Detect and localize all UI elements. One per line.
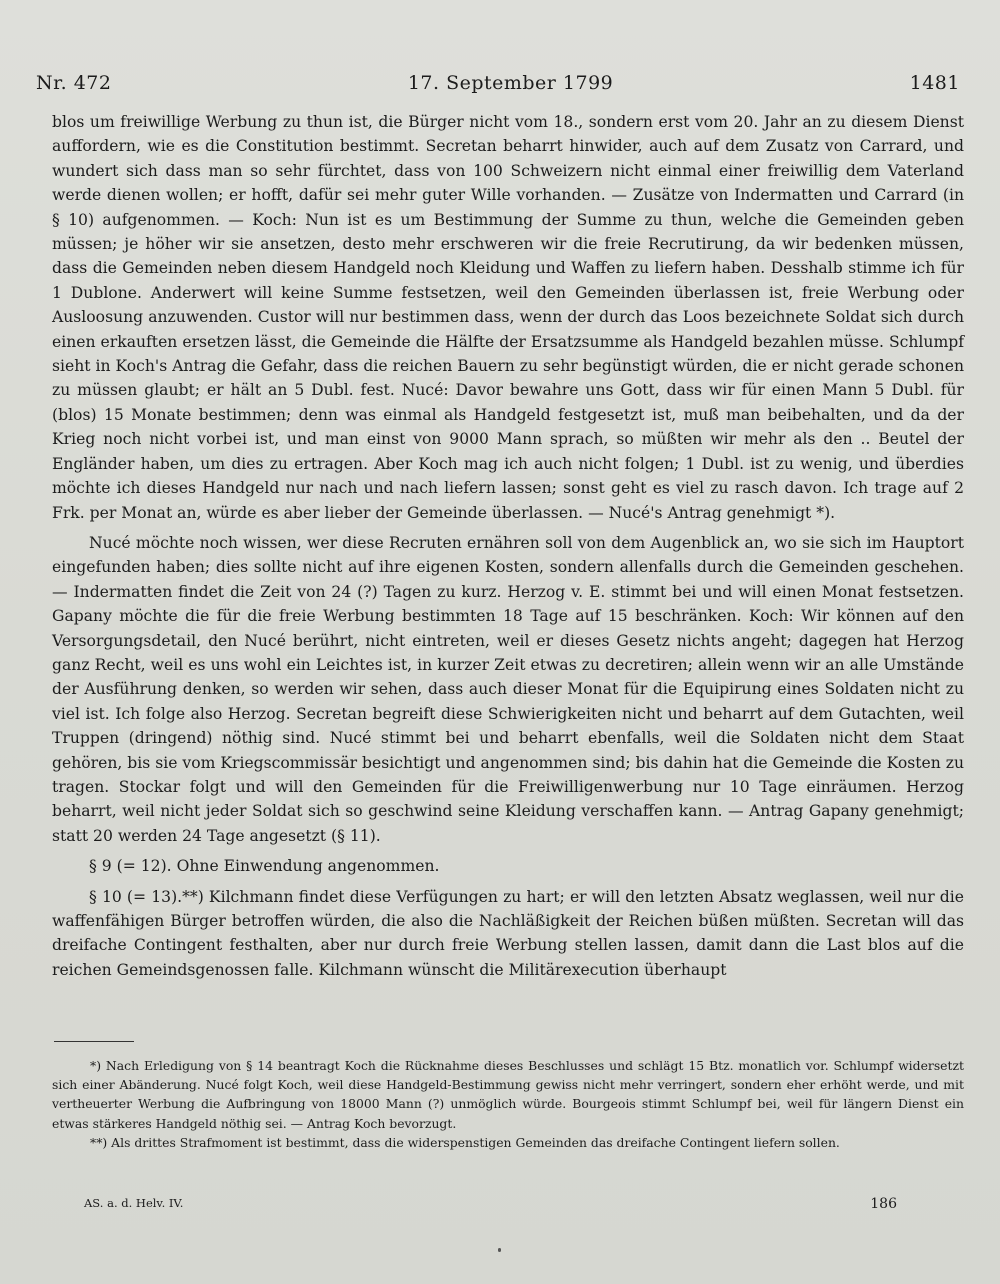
footnotes [52, 1056, 964, 1152]
paragraph: § 9 (= 12). Ohne Einwendung angenommen. [89, 857, 440, 876]
page-number-top: 1481 [909, 72, 960, 94]
footnote: *) Nach Erledigung von § 14 beantragt Koch die Rücknahme dieses Beschlusses und schlägt 15 Btz. monatlich vor. Schlumpf widersetzt sich einer Abänderung. Nucé folgt Koch, weil diese Handgeld-Bestimmung gewiss nicht mehr verringert, sondern eher erhöht werde, und mit vertheuerter Werbung die Aufbringung von 18000 Mann (?) unmöglich würde. Bourgeois stimmt Schlumpf bei, weil für längern Dienst ein etwas stärkeres Handgeld nöthig sei. — Antrag Koch bevorzugt. [52, 1058, 964, 1131]
footnote-divider [54, 1041, 134, 1042]
signature-mark: AS. a. d. Helv. IV. [84, 1196, 184, 1210]
paragraph: § 10 (= 13).**) Kilchmann findet diese Verfügungen zu hart; er will den letzten Absatz weglassen, weil nur die waffenfähigen Bürger betroffen würden, die also die Nachläßigkeit der Reichen büßen müßten. Secretan will das dreifache Contingent festhalten, aber nur durch freie Werbung stellen lassen, damit dann die Last blos auf die reichen Gemeindsgenossen falle. Kilchmann wünscht die Militärexecution überhaupt [52, 887, 964, 979]
document-date: 17. September 1799 [407, 72, 614, 94]
page-header [36, 70, 960, 96]
document-number: Nr. 472 [36, 72, 112, 94]
paragraph: blos um freiwillige Werbung zu thun ist, die Bürger nicht vom 18., sondern erst vom 20. Jahr an zu diesem Dienst auffordern, wie es die Constitution bestimmt. Secretan beharrt hinwider, auch auf dem Zusatz von Carrard, und wundert sich dass man so sehr fürchtet, dass von 100 Schweizern nicht einmal einer freiwillig dem Vaterland werde dienen wollen; er hofft, dafür sei mehr guter Wille vorhanden. — Zusätze von Indermatten und Carrard (in § 10) aufgenommen. — Koch: Nun ist es um Bestimmung der Summe zu thun, welche die Gemeinden geben müssen; je höher wir sie ansetzen, desto mehr erschweren wir die freie Recrutirung, da wir bedenken müssen, dass die Gemeinden neben diesem Handgeld noch Kleidung und Waffen zu liefern haben. Desshalb stimme ich für 1 Dublone. Anderwert will keine Summe festsetzen, weil den Gemeinden überlassen ist, freie Werbung oder Ausloosung anzuwenden. Custor will nur bestimmen dass, wenn der durch das Loos bezeichnete Soldat sich durch einen erkauften ersetzen lässt, die Gemeinde die Hälfte der Ersatzsumme als Handgeld bezahlen müsse. Schlumpf sieht in Koch's Antrag die Gefahr, dass die reichen Bauern zu sehr begünstigt würden, die er nicht gerade schonen zu müssen glaubt; er hält an 5 Dubl. fest. Nucé: Davor bewahre uns Gott, dass wir für einen Mann 5 Dubl. für (blos) 15 Monate bestimmen; denn was einmal als Handgeld festgesetzt ist, muß man beibehalten, und da der Krieg noch nicht vorbei ist, und man einst von 9000 Mann sprach, so müßten wir mehr als den .. Beutel der Engländer haben, um dies zu ertragen. Aber Koch mag ich auch nicht folgen; 1 Dubl. ist zu wenig, und überdies möchte ich dieses Handgeld nur nach und nach liefern lassen; sonst geht es viel zu rasch davon. Ich trage auf 2 Frk. per Monat an, würde es aber lieber der Gemeinde überlassen. — Nucé's Antrag genehmigt *). [52, 113, 964, 522]
sheet-number: 186 [870, 1196, 897, 1212]
paragraph: Nucé möchte noch wissen, wer diese Recruten ernähren soll von dem Augenblick an, wo sie sich im Hauptort eingefunden haben; dies sollte nicht auf ihre eigenen Kosten, sondern allenfalls durch die Gemeinden geschehen. — Indermatten findet die Zeit von 24 (?) Tagen zu kurz. Herzog v. E. stimmt bei und will einen Monat festsetzen. Gapany möchte die für die freie Werbung bestimmten 18 Tage auf 15 beschränken. Koch: Wir können auf den Versorgungsdetail, den Nucé berührt, nicht eintreten, weil er dieses Gesetz nichts angeht; dagegen hat Herzog ganz Recht, weil es uns wohl ein Leichtes ist, in kurzer Zeit etwas zu decretiren; allein wenn wir an alle Umstände der Ausführung denken, so werden wir sehen, dass auch dieser Monat für die Equipirung eines Soldaten nicht zu viel ist. Ich folge also Herzog. Secretan begreift diese Schwierigkeiten nicht und beharrt auf dem Gutachten, weil Truppen (dringend) nöthig sind. Nucé stimmt bei und beharrt ebenfalls, weil die Soldaten nicht dem Staat gehören, bis sie vom Kriegscommissär besichtigt und angenommen sind; bis dahin hat die Gemeinde die Kosten zu tragen. Stockar folgt und will den Gemeinden für die Freiwilligenwerbung nur 10 Tage einräumen. Herzog beharrt, weil nicht jeder Soldat sich so geschwind seine Kleidung verschaffen kann. — Antrag Gapany genehmigt; statt 20 werden 24 Tage angesetzt (§ 11). [52, 533, 964, 845]
print-speck [498, 1248, 501, 1252]
body-text [52, 110, 964, 982]
footnote: **) Als drittes Strafmoment ist bestimmt, dass die widerspenstigen Gemeinden das dreifache Contingent liefern sollen. [90, 1134, 840, 1150]
